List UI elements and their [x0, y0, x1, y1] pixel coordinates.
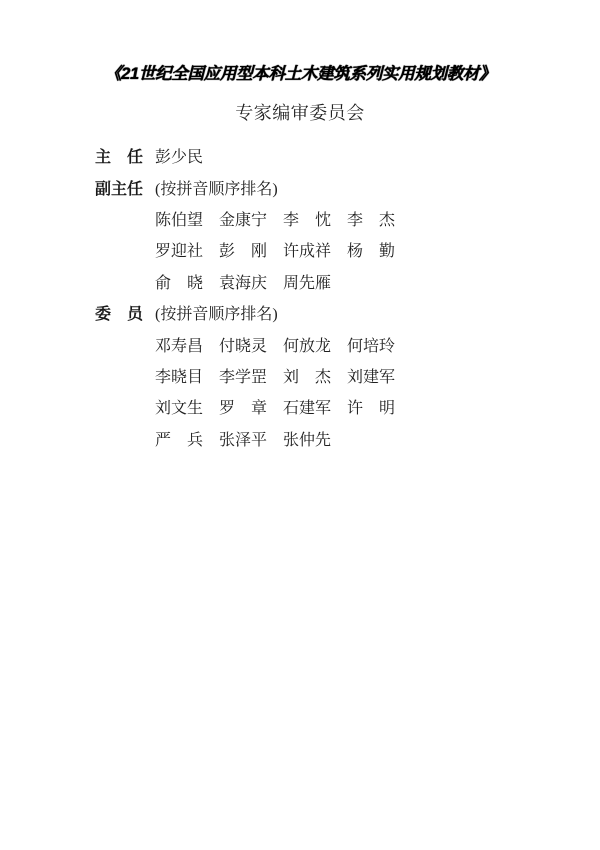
member-name: 李晓目 — [155, 368, 204, 386]
series-title: 《21世纪全国应用型本科土木建筑系列实用规划教材》 — [104, 65, 496, 83]
role-label: 主 任 — [95, 149, 144, 167]
member-name: 李 杰 — [347, 211, 396, 229]
member-name: 石建军 — [283, 400, 332, 418]
member-name: 许 明 — [347, 400, 396, 418]
roster-line — [95, 328, 411, 359]
roster-line — [95, 391, 411, 422]
member-name: 彭 刚 — [219, 243, 268, 261]
member-name: 付晓灵 — [219, 337, 268, 355]
member-name: 邓寿昌 — [155, 337, 204, 355]
roster-line — [95, 171, 411, 202]
role-label: 委 员 — [95, 306, 144, 324]
sort-note: (按拼音顺序排名) — [155, 180, 278, 198]
committee-title: 专家编审委员会 — [235, 103, 365, 123]
roster-line — [95, 234, 411, 265]
roster-line — [95, 297, 411, 328]
member-name: 何培玲 — [347, 337, 396, 355]
member-name: 刘 杰 — [283, 368, 332, 386]
sort-note: (按拼音顺序排名) — [155, 306, 278, 324]
member-name: 陈伯望 — [155, 211, 204, 229]
member-name: 李 忱 — [283, 211, 332, 229]
member-name: 严 兵 — [155, 431, 204, 449]
member-name: 罗 章 — [219, 400, 268, 418]
role-label: 副主任 — [95, 180, 144, 198]
member-name: 金康宁 — [219, 211, 268, 229]
member-name: 彭少民 — [155, 149, 204, 167]
member-name: 杨 勤 — [347, 243, 396, 261]
member-name: 周先雁 — [283, 274, 332, 292]
member-name: 俞 晓 — [155, 274, 204, 292]
member-name: 罗迎社 — [155, 243, 204, 261]
member-name: 许成祥 — [283, 243, 332, 261]
roster-line — [95, 203, 411, 234]
roster-line — [95, 140, 411, 171]
roster-line — [95, 360, 411, 391]
member-name: 李学罡 — [219, 368, 268, 386]
member-name: 何放龙 — [283, 337, 332, 355]
member-name: 刘文生 — [155, 400, 204, 418]
committee-roster — [95, 140, 411, 454]
roster-line — [95, 266, 411, 297]
member-name: 张泽平 — [219, 431, 268, 449]
member-name: 张仲先 — [283, 431, 332, 449]
member-name: 袁海庆 — [219, 274, 268, 292]
member-name: 刘建军 — [347, 368, 396, 386]
roster-line — [95, 423, 411, 454]
